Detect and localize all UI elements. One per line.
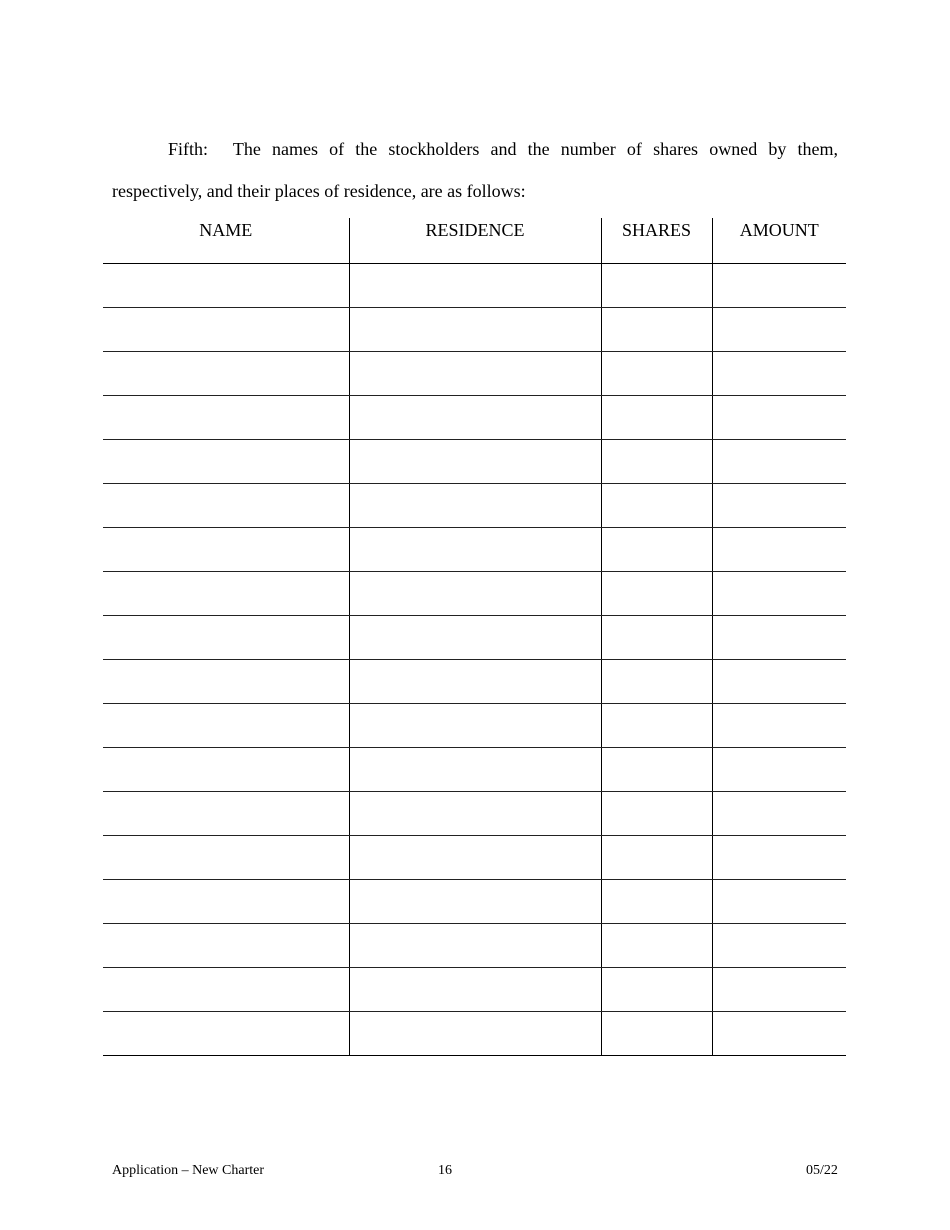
name-cell [103,836,349,880]
name-cell [103,484,349,528]
shares-cell [601,1012,712,1056]
residence-cell [349,308,601,352]
column-header-name: NAME [103,218,349,264]
amount-cell [712,396,846,440]
name-cell [103,704,349,748]
residence-cell [349,924,601,968]
amount-cell [712,968,846,1012]
residence-cell [349,528,601,572]
shares-cell [601,352,712,396]
amount-cell [712,748,846,792]
name-cell [103,968,349,1012]
residence-cell [349,440,601,484]
amount-cell [712,440,846,484]
table-row [103,352,846,396]
amount-cell [712,704,846,748]
footer-page-number: 16 [438,1163,452,1178]
table-row [103,264,846,308]
amount-cell [712,352,846,396]
name-cell [103,1012,349,1056]
table-row [103,616,846,660]
paragraph-line-1-text: The names of the stockholders and the number of shares owned by them, [232,139,838,159]
residence-cell [349,880,601,924]
residence-cell [349,352,601,396]
table-row [103,748,846,792]
amount-cell [712,528,846,572]
name-cell [103,440,349,484]
amount-cell [712,1012,846,1056]
table-row [103,528,846,572]
residence-cell [349,616,601,660]
shares-cell [601,396,712,440]
paragraph-line-2: respectively, and their places of residence, are as follows: [112,181,526,201]
shares-cell [601,660,712,704]
amount-cell [712,880,846,924]
name-cell [103,264,349,308]
residence-cell [349,484,601,528]
residence-cell [349,1012,601,1056]
name-cell [103,528,349,572]
shares-cell [601,836,712,880]
shares-cell [601,924,712,968]
shares-cell [601,484,712,528]
amount-cell [712,836,846,880]
column-header-shares: SHARES [601,218,712,264]
column-header-residence: RESIDENCE [349,218,601,264]
table-header-row [103,218,846,264]
stockholders-paragraph [112,128,838,212]
amount-cell [712,572,846,616]
table-row [103,880,846,924]
name-cell [103,880,349,924]
table-row [103,484,846,528]
name-cell [103,396,349,440]
name-cell [103,308,349,352]
shares-cell [601,572,712,616]
name-cell [103,748,349,792]
amount-cell [712,924,846,968]
shares-cell [601,616,712,660]
table-row [103,660,846,704]
name-cell [103,660,349,704]
amount-cell [712,264,846,308]
amount-cell [712,484,846,528]
residence-cell [349,572,601,616]
shares-cell [601,704,712,748]
shares-cell [601,880,712,924]
table-body [103,264,846,1056]
paragraph-line-1 [112,128,838,170]
shares-cell [601,968,712,1012]
residence-cell [349,704,601,748]
table-row [103,968,846,1012]
residence-cell [349,264,601,308]
table-row [103,308,846,352]
name-cell [103,924,349,968]
amount-cell [712,308,846,352]
residence-cell [349,748,601,792]
amount-cell [712,660,846,704]
shares-cell [601,528,712,572]
table-row [103,1012,846,1056]
name-cell [103,616,349,660]
stockholders-table [103,218,846,1056]
section-ordinal: Fifth: [168,139,209,159]
table-row [103,704,846,748]
table-row [103,792,846,836]
amount-cell [712,792,846,836]
table-row [103,572,846,616]
residence-cell [349,396,601,440]
footer-revision-date: 05/22 [806,1163,838,1178]
residence-cell [349,836,601,880]
shares-cell [601,440,712,484]
shares-cell [601,264,712,308]
table-row [103,924,846,968]
shares-cell [601,308,712,352]
table-row [103,440,846,484]
table-row [103,396,846,440]
column-header-amount: AMOUNT [712,218,846,264]
residence-cell [349,660,601,704]
amount-cell [712,616,846,660]
residence-cell [349,968,601,1012]
shares-cell [601,792,712,836]
name-cell [103,352,349,396]
residence-cell [349,792,601,836]
name-cell [103,792,349,836]
shares-cell [601,748,712,792]
name-cell [103,572,349,616]
footer-document-title: Application – New Charter [112,1163,265,1178]
table-row [103,836,846,880]
